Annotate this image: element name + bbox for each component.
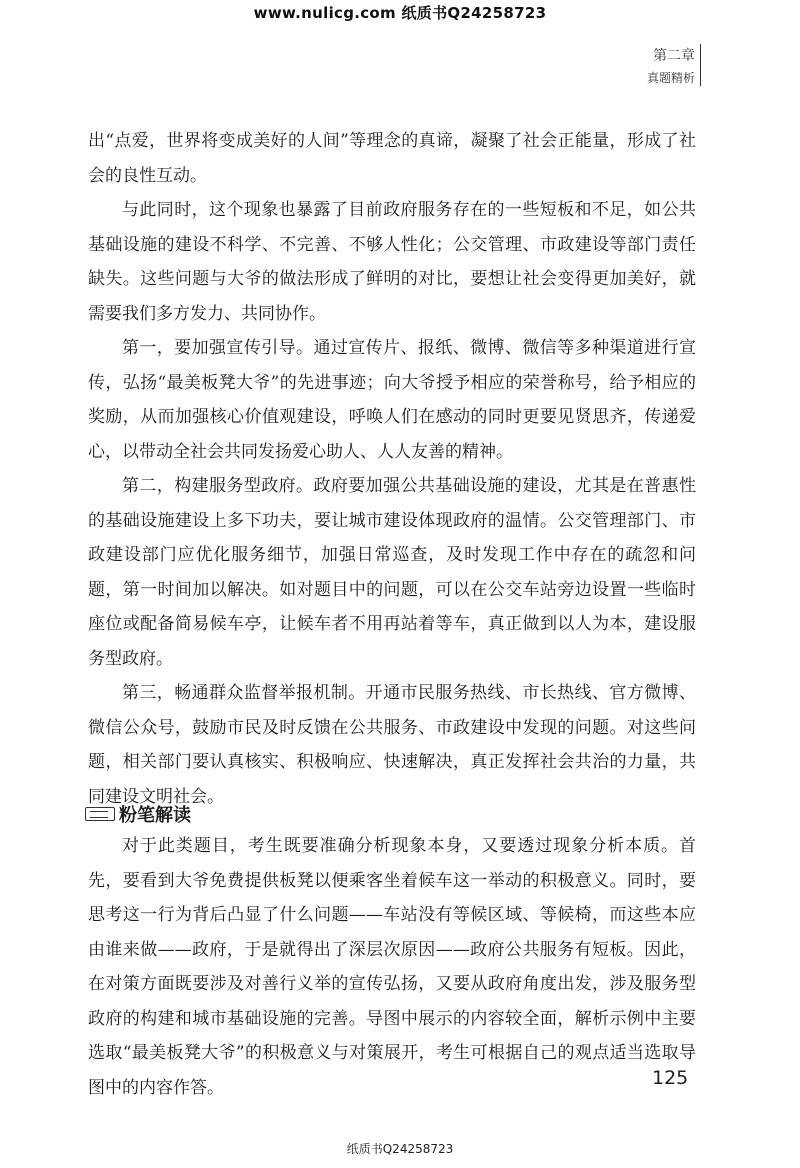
paragraph: 第三，畅通群众监督举报机制。开通市民服务热线、市长热线、官方微博、微信公众号，鼓励市民及时反馈在公共服务、市政建设中发现的问题。对这些问题，相关部门要认真核实、积极响应、快速解决，真正发挥社会共治的力量，共同建设文明社会。 [88,683,696,807]
running-head-divider [700,44,701,86]
bottom-watermark: 纸质书Q24258723 [346,1142,454,1156]
note-icon [85,807,115,821]
running-head [647,46,695,88]
analysis-heading [85,800,191,828]
analysis-heading-label: 粉笔解读 [119,805,191,826]
paragraph: 第二，构建服务型政府。政府要加强公共基础设施的建设，尤其是在普惠性的基础设施建设上多下功夫，要让城市建设体现政府的温情。公交管理部门、市政建设部门应优化服务细节，加强日常巡查，及时发现工作中存在的疏忽和问题，第一时间加以解决。如对题目中的问题，可以在公交车站旁边设置一些临时座位或配备简易候车亭，让候车者不用再站着等车，真正做到以人为本，建设服务型政府。 [88,476,696,669]
page-number: 125 [652,1067,689,1089]
running-head-chapter: 第二章 [653,48,695,64]
paragraph-continuation: 出“点爱，世界将变成美好的人间”等理念的真谛，凝聚了社会正能量，形成了社会的良性互动。 [88,131,696,186]
top-watermark: www.nulicg.com 纸质书Q24258723 [253,4,547,22]
body-text [88,124,696,814]
paragraph: 第一，要加强宣传引导。通过宣传片、报纸、微博、微信等多种渠道进行宣传，弘扬“最美板凳大爷”的先进事迹；向大爷授予相应的荣誉称号，给予相应的奖励，从而加强核心价值观建设，呼唤人们在感动的同时更要见贤思齐，传递爱心，以带动全社会共同发扬爱心助人、人人友善的精神。 [88,338,696,462]
analysis-paragraph: 对于此类题目，考生既要准确分析现象本身，又要透过现象分析本质。首先，要看到大爷免费提供板凳以便乘客坐着候车这一举动的积极意义。同时，要思考这一行为背后凸显了什么问题——车站没有等候区域、等候椅，而这些本应由谁来做——政府，于是就得出了深层次原因——政府公共服务有短板。因此，在对策方面既要涉及对善行义举的宣传弘扬，又要从政府角度出发，涉及服务型政府的构建和城市基础设施的完善。导图中展示的内容较全面，解析示例中主要选取“最美板凳大爷”的积极意义与对策展开，考生可根据自己的观点适当选取导图中的内容作答。 [88,836,696,1098]
running-head-section: 真题精析 [646,71,695,85]
paragraph: 与此同时，这个现象也暴露了目前政府服务存在的一些短板和不足，如公共基础设施的建设不科学、不完善、不够人性化；公交管理、市政建设等部门责任缺失。这些问题与大爷的做法形成了鲜明的对比，要想让社会变得更加美好，就需要我们多方发力、共同协作。 [88,200,696,324]
